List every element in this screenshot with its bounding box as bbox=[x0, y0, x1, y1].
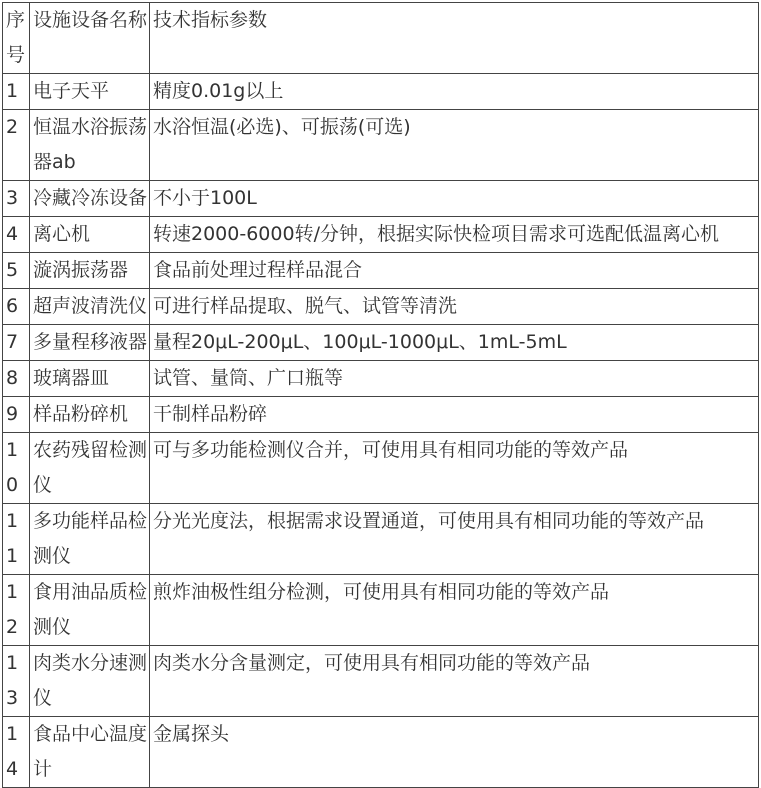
cell-serial-number: 6 bbox=[3, 289, 30, 325]
cell-serial-number: 1 bbox=[3, 74, 30, 110]
cell-serial-number: 8 bbox=[3, 361, 30, 397]
cell-technical-spec: 煎炸油极性组分检测，可使用具有相同功能的等效产品 bbox=[150, 575, 759, 646]
cell-serial-number: 10 bbox=[3, 433, 30, 504]
cell-equipment-name: 离心机 bbox=[30, 217, 150, 253]
cell-equipment-name: 食用油品质检测仪 bbox=[30, 575, 150, 646]
cell-technical-spec: 分光光度法，根据需求设置通道，可使用具有相同功能的等效产品 bbox=[150, 504, 759, 575]
column-header-technical-spec: 技术指标参数 bbox=[150, 3, 759, 74]
cell-technical-spec: 水浴恒温(必选)、可振荡(可选) bbox=[150, 110, 759, 181]
column-header-serial-number: 序号 bbox=[3, 3, 30, 74]
cell-serial-number: 11 bbox=[3, 504, 30, 575]
cell-equipment-name: 恒温水浴振荡器ab bbox=[30, 110, 150, 181]
cell-serial-number: 7 bbox=[3, 325, 30, 361]
table-header-row bbox=[3, 3, 759, 74]
cell-equipment-name: 超声波清洗仪 bbox=[30, 289, 150, 325]
cell-equipment-name: 漩涡振荡器 bbox=[30, 253, 150, 289]
cell-equipment-name: 食品中心温度计 bbox=[30, 717, 150, 788]
equipment-spec-table bbox=[2, 2, 759, 788]
table-body bbox=[3, 74, 759, 788]
table-row bbox=[3, 361, 759, 397]
table-row bbox=[3, 325, 759, 361]
table-row bbox=[3, 575, 759, 646]
cell-serial-number: 14 bbox=[3, 717, 30, 788]
table-row bbox=[3, 217, 759, 253]
cell-technical-spec: 可与多功能检测仪合并，可使用具有相同功能的等效产品 bbox=[150, 433, 759, 504]
table-row bbox=[3, 504, 759, 575]
cell-technical-spec: 不小于100L bbox=[150, 181, 759, 217]
cell-equipment-name: 农药残留检测仪 bbox=[30, 433, 150, 504]
cell-serial-number: 13 bbox=[3, 646, 30, 717]
cell-serial-number: 4 bbox=[3, 217, 30, 253]
cell-technical-spec: 转速2000-6000转/分钟，根据实际快检项目需求可选配低温离心机 bbox=[150, 217, 759, 253]
cell-technical-spec: 食品前处理过程样品混合 bbox=[150, 253, 759, 289]
table-row bbox=[3, 181, 759, 217]
cell-serial-number: 12 bbox=[3, 575, 30, 646]
cell-equipment-name: 电子天平 bbox=[30, 74, 150, 110]
cell-technical-spec: 金属探头 bbox=[150, 717, 759, 788]
table-row bbox=[3, 289, 759, 325]
table-row bbox=[3, 110, 759, 181]
table-row bbox=[3, 717, 759, 788]
cell-serial-number: 2 bbox=[3, 110, 30, 181]
table-row bbox=[3, 74, 759, 110]
cell-technical-spec: 肉类水分含量测定，可使用具有相同功能的等效产品 bbox=[150, 646, 759, 717]
table-row bbox=[3, 433, 759, 504]
table-row bbox=[3, 253, 759, 289]
table-row bbox=[3, 646, 759, 717]
cell-equipment-name: 肉类水分速测仪 bbox=[30, 646, 150, 717]
cell-equipment-name: 样品粉碎机 bbox=[30, 397, 150, 433]
cell-equipment-name: 冷藏冷冻设备 bbox=[30, 181, 150, 217]
cell-technical-spec: 试管、量筒、广口瓶等 bbox=[150, 361, 759, 397]
cell-technical-spec: 精度0.01g以上 bbox=[150, 74, 759, 110]
cell-serial-number: 9 bbox=[3, 397, 30, 433]
cell-serial-number: 5 bbox=[3, 253, 30, 289]
cell-technical-spec: 量程20μL-200μL、100μL-1000μL、1mL-5mL bbox=[150, 325, 759, 361]
cell-technical-spec: 可进行样品提取、脱气、试管等清洗 bbox=[150, 289, 759, 325]
column-header-equipment-name: 设施设备名称 bbox=[30, 3, 150, 74]
table-row bbox=[3, 397, 759, 433]
cell-equipment-name: 玻璃器皿 bbox=[30, 361, 150, 397]
cell-serial-number: 3 bbox=[3, 181, 30, 217]
cell-equipment-name: 多量程移液器 bbox=[30, 325, 150, 361]
cell-technical-spec: 干制样品粉碎 bbox=[150, 397, 759, 433]
cell-equipment-name: 多功能样品检测仪 bbox=[30, 504, 150, 575]
